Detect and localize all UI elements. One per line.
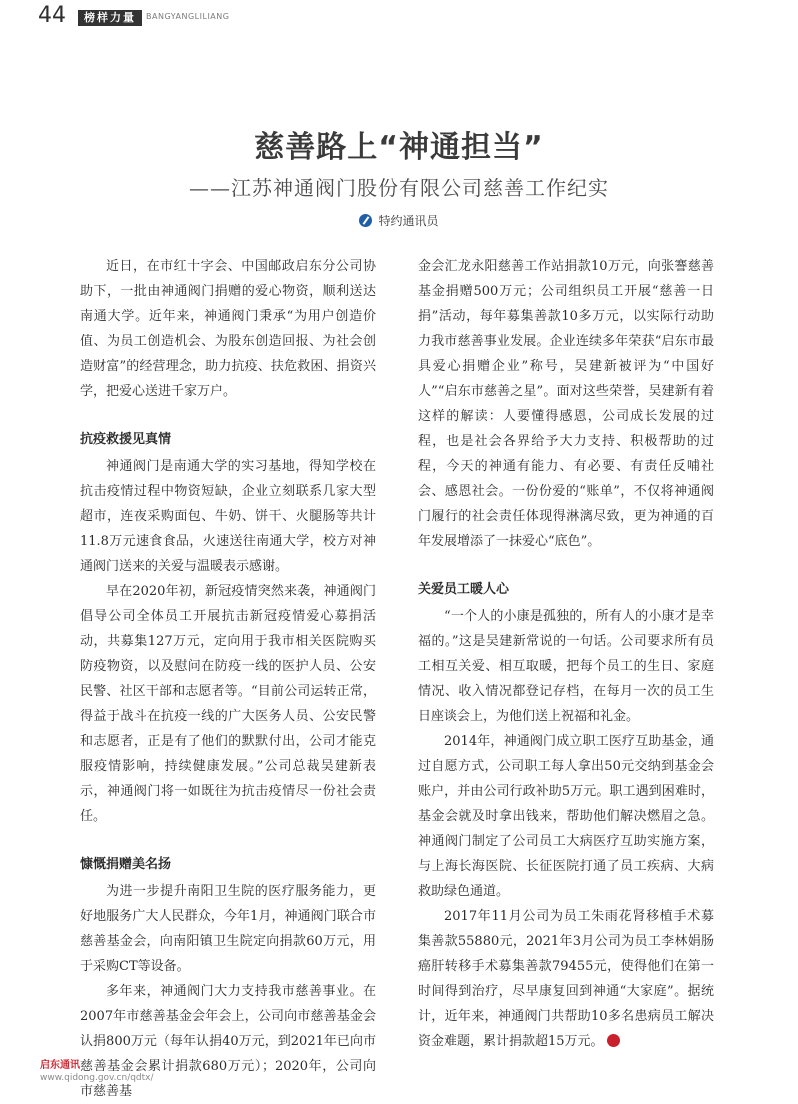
paragraph: 为进一步提升南阳卫生院的医疗服务能力，更好地服务广大人民群众，今年1月，神通阀门联合市慈善基金会，向南阳镇卫生院定向捐款60万元，用于采购CT等设备。 [80,884,376,974]
article-title: 慈善路上“神通担当” [254,130,544,165]
left-column [80,254,376,1104]
column-name-badge: 榜样力量 [78,10,142,26]
pen-icon [359,214,372,227]
byline [0,212,798,229]
paragraph: 金会汇龙永阳慈善工作站捐款10万元，向张謇慈善基金捐赠500万元；公司组织员工开展“慈善一日捐”活动，每年募集善款10多万元，以实际行动助力我市慈善事业发展。企业连续多年荣获“启东市最具爱心捐赠企业”称号，吴建新被评为“中国好人”“启东市慈善之星”。面对这些荣誉，吴建新有着这样的解读：人要懂得感恩，公司成长发展的过程，也是社会各界给予大力支持、积极帮助的过程，今天的神通有能力、有必要、有责任反哺社会、感恩社会。一份份爱的“账单”，不仅将神通阀门履行的社会责任体现得淋漓尽致，更为神通的百年发展增添了一抹爱心“底色”。 [418,259,714,549]
section-heading: 关爱员工暖人心 [418,582,510,597]
paragraph: 多年来，神通阀门大力支持我市慈善事业。在2007年市慈善基金会年会上，公司向市慈善基金会认捐800万元（每年认捐40万元，到2021年已向市慈善基金会累计捐款680万元）；2020年，公司向市慈善基 [80,984,376,1099]
right-column [418,254,714,1054]
byline-text: 特约通讯员 [378,214,439,228]
footer-url-link[interactable]: www.qidong.gov.cn/qdtx/ [40,1073,154,1083]
end-mark-icon [607,1034,620,1047]
paragraph-last [418,904,714,1054]
paragraph: 2014年，神通阀门成立职工医疗互助基金，通过自愿方式，公司职工每人拿出50元交纳到基金会账户，并由公司行政补助5万元。职工遇到困难时，基金会就及时拿出钱来，帮助他们解决燃眉之急。神通阀门制定了公司员工大病医疗互助实施方案，与上海长海医院、长征医院打通了员工疾病、大病救助绿色通道。 [418,734,714,899]
footer-brand: 启东通讯 [40,1060,80,1071]
paragraph: 神通阀门是南通大学的实习基地，得知学校在抗击疫情过程中物资短缺，企业立刻联系几家大型超市，连夜采购面包、牛奶、饼干、火腿肠等共计11.8万元速食食品，火速送往南通大学，校方对神通阀门送来的关爱与温暖表示感谢。 [80,459,376,574]
section-heading: 慷慨捐赠美名扬 [80,857,172,872]
paragraph: “一个人的小康是孤独的，所有人的小康才是幸福的。”这是吴建新常说的一句话。公司要求所有员工相互关爱、相互取暖，把每个员工的生日、家庭情况、收入情况都登记存档，在每月一次的员工生日座谈会上，为他们送上祝福和礼金。 [418,609,714,724]
paragraph: 早在2020年初，新冠疫情突然来袭，神通阀门倡导公司全体员工开展抗击新冠疫情爱心募捐活动，共募集127万元，定向用于我市相关医院购买防疫物资，以及慰问在防疫一线的医护人员、公安民警、社区干部和志愿者等。“目前公司运转正常，得益于战斗在抗疫一线的广大医务人员、公安民警和志愿者，正是有了他们的默默付出，公司才能克服疫情影响，持续健康发展。”公司总裁吴建新表示，神通阀门将一如既往为抗击疫情尽一份社会责任。 [80,584,376,824]
section-heading: 抗疫救援见真情 [80,432,172,447]
paragraph-text: 2017年11月公司为员工朱雨花肾移植手术募集善款55880元，2021年3月公司为员工李林娟肠癌肝转移手术募集善款79455元，使得他们在第一时间得到治疗，尽早康复回到神通“大家庭”。据统计，近年来，神通阀门共帮助10多名患病员工解决资金难题，累计捐款超15万元。 [418,909,714,1049]
column-name-en: BANGYANGLILIANG [146,12,230,21]
page-footer [40,1060,154,1084]
article-subtitle: ——江苏神通阀门股份有限公司慈善工作纪实 [189,176,609,200]
intro-paragraph: 近日，在市红十字会、中国邮政启东分公司协助下，一批由神通阀门捐赠的爱心物资，顺利送达南通大学。近年来，神通阀门秉承“为用户创造价值、为员工创造机会、为股东创造回报、为社会创造财富”的经营理念，助力抗疫、扶危救困、捐资兴学，把爱心送进千家万户。 [80,259,376,399]
page-number: 44 [38,3,66,28]
page-header [38,4,778,28]
